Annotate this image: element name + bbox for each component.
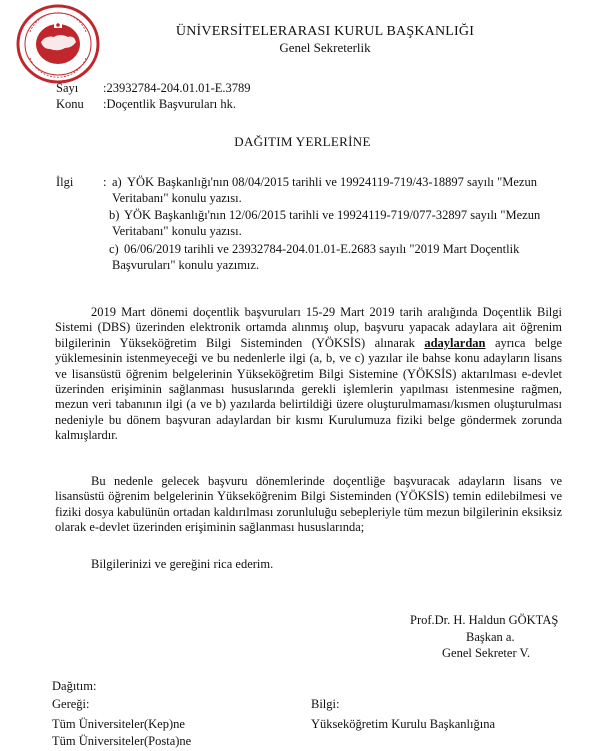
ilgi-item-a-line1: YÖK Başkanlığı'nın 08/04/2015 tarihli ve 19924119-719/43-18897 sayılı "Mezun — [127, 175, 537, 189]
institution-seal-logo — [10, 2, 108, 86]
institution-name: ÜNİVERSİTELERARASI KURUL BAŞKANLIĞI — [175, 24, 475, 39]
signatory-name: Prof.Dr. H. Haldun GÖKTAŞ — [410, 613, 559, 627]
body-paragraph-2 — [55, 474, 562, 536]
body-paragraph-1-start: 2019 Mart dönemi doçentlik başvuruları 15-29 Mart 2019 tarih aralığında Doçentlik Bilgi Sistemi (DBS) üzerinden elektronik ortamda alınmış olup, başvuru yapacak adaylara ait öğrenim bilgilerinin Yükseköğretim Bilgi Sisteminden (YÖKSİS) alınarak — [55, 305, 562, 350]
konu-value: :Doçentlik Başvuruları hk. — [103, 97, 236, 111]
bilgi-item: Yükseköğretim Kurulu Başkanlığına — [311, 717, 495, 731]
ilgi-item-c-line2: Başvuruları" konulu yazımız. — [112, 258, 260, 272]
gereg-label: Gereği: — [52, 697, 90, 711]
ilgi-item-c-marker: c) — [109, 242, 119, 256]
bilgi-label: Bilgi: — [311, 697, 340, 711]
ilgi-label: İlgi — [56, 175, 74, 189]
closing-paragraph — [55, 557, 562, 572]
signatory-title-1: Başkan a. — [466, 629, 515, 644]
body-paragraph-1-end: ayrıca belge yüklemesinin istenmeyeceği ve bu nedenlerle ilgi (a, b, ve c) yazılar ile bahse konu adayların lisans ve lisansüstü öğrenim belgelerinin Yükseköğretim Bilgi Sistemine (YÖKSİS) aktarılması e-devlet üzerinden erişiminin sağlanması hususlarında gerekli işlemlerin yapılması istenmesine rağmen, mezun veri tabanının ilgi (a ve b) yazılarda belirtildiği üzere oluşturulmaması/kısmen oluşturulması nedeniyle bu dönem başvuran adaylardan bir kısmı Kurulumuza fiziki belge göndermek zorunda kalmışlardır. — [55, 335, 562, 443]
konu-label: Konu — [56, 97, 84, 111]
ilgi-item-b-marker: b) — [109, 208, 120, 222]
body-paragraph-1-emphasis: adaylardan — [424, 335, 486, 350]
ilgi-item-a-marker: a) — [112, 175, 122, 189]
ilgi-item-c-line1: 06/06/2019 tarihli ve 23932784-204.01.01-E.2683 sayılı "2019 Mart Doçentlik — [124, 242, 520, 256]
distribution-label: Dağıtım: — [52, 679, 97, 693]
gereg-item: Tüm Üniversiteler(Posta)ne — [52, 734, 192, 748]
ilgi-item-b-line2: Veritabanı" konulu yazısı. — [112, 224, 242, 238]
body-paragraph-1 — [55, 305, 562, 444]
signature-block — [380, 612, 560, 662]
ilgi-colon: : — [103, 175, 107, 189]
closing-text: Bilgilerinizi ve gereğini rica ederim. — [91, 557, 274, 571]
sayi-value: :23932784-204.01.01-E.3789 — [103, 81, 251, 95]
document-title: DAĞITIM YERLERİNE — [234, 134, 371, 149]
department-name: Genel Sekreterlik — [279, 40, 371, 55]
gereg-item: Tüm Üniversiteler(Kep)ne — [52, 717, 185, 731]
body-paragraph-2-text: Bu nedenle gelecek başvuru dönemlerinde doçentliğe başvuracak adayların lisans ve lisansüstü öğrenim belgelerinin Yükseköğrenim Bilgi Sisteminden (YÖKSİS) temin edilebilmesi ve fiziki dosya kabulünün ortadan kaldırılması zorunluluğu sebepleriyle tüm mezun bilgilerinin eksiksiz olarak e-devlet üzerinden erişiminin sağlanması hususlarında; — [55, 474, 562, 535]
ilgi-item-b-line1: YÖK Başkanlığı'nın 12/06/2015 tarihli ve 19924119-719/077-32897 sayılı "Mezun — [124, 208, 541, 222]
sayi-label: Sayı — [56, 81, 79, 95]
signatory-title-2: Genel Sekreter V. — [442, 646, 531, 660]
ilgi-item-a-line2: Veritabanı" konulu yazısı. — [112, 191, 242, 205]
